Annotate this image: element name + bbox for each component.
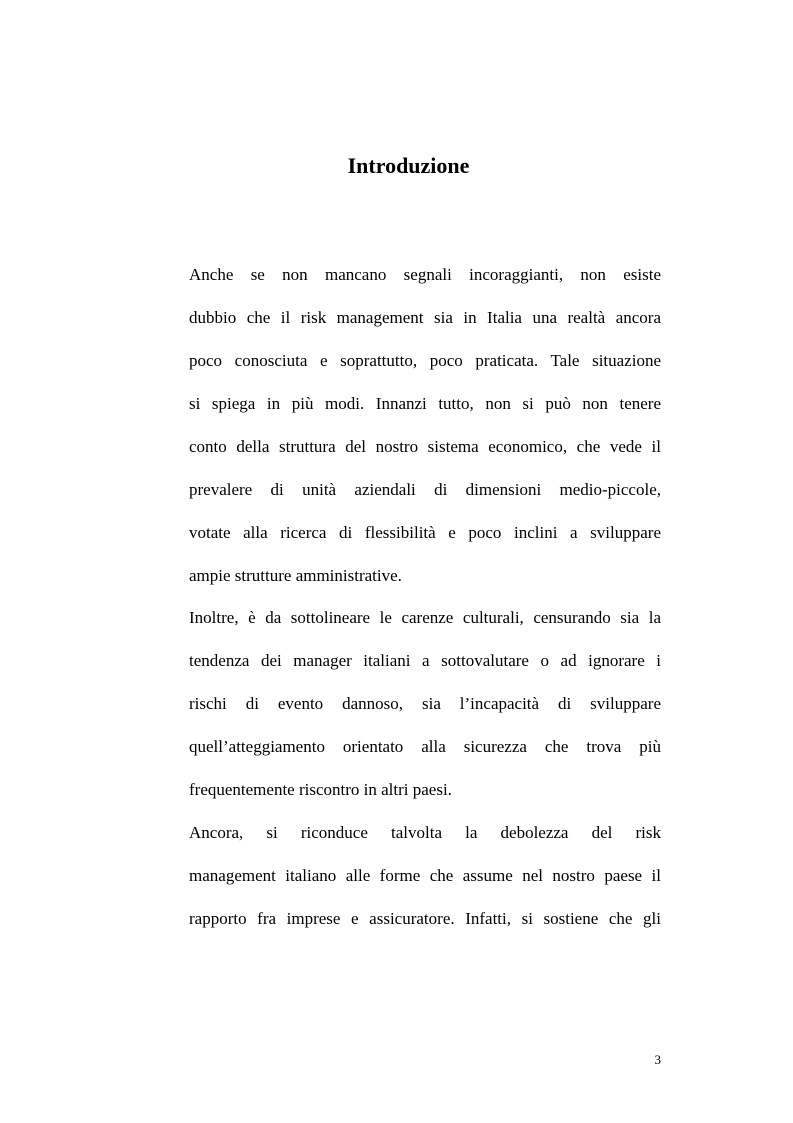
text-line: frequentemente riscontro in altri paesi. <box>189 780 452 799</box>
text-line: Ancora, si riconduce talvolta la debolezza del risk <box>189 823 661 842</box>
page-title: Introduzione <box>347 153 470 178</box>
text-line: poco conosciuta e soprattutto, poco praticata. Tale situazione <box>189 351 661 370</box>
text-line: dubbio che il risk management sia in Italia una realtà ancora <box>189 308 661 327</box>
text-line: votate alla ricerca di flessibilità e poco inclini a sviluppare <box>189 523 661 542</box>
text-line: prevalere di unità aziendali di dimensioni medio-piccole, <box>189 480 661 499</box>
text-line: ampie strutture amministrative. <box>189 566 402 585</box>
text-line: quell’atteggiamento orientato alla sicurezza che trova più <box>189 737 661 756</box>
text-line: rischi di evento dannoso, sia l’incapacità di sviluppare <box>189 694 661 713</box>
text-line: conto della struttura del nostro sistema economico, che vede il <box>189 437 661 456</box>
text-line: Anche se non mancano segnali incoraggianti, non esiste <box>189 265 661 284</box>
text-line: rapporto fra imprese e assicuratore. Infatti, si sostiene che gli <box>189 909 661 928</box>
text-line: management italiano alle forme che assume nel nostro paese il <box>189 866 661 885</box>
page-number: 3 <box>654 1052 661 1067</box>
text-line: Inoltre, è da sottolineare le carenze culturali, censurando sia la <box>189 608 661 627</box>
text-line: si spiega in più modi. Innanzi tutto, non si può non tenere <box>189 394 661 413</box>
text-line: tendenza dei manager italiani a sottovalutare o ad ignorare i <box>189 651 661 670</box>
